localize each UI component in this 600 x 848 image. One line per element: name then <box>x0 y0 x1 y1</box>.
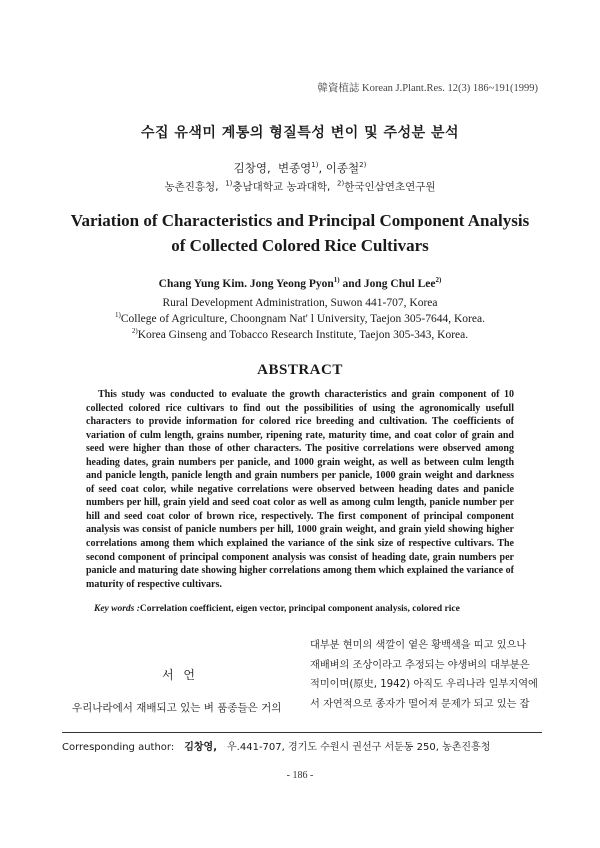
korean-author-3-sup: 2) <box>359 161 367 170</box>
abstract-body: This study was conducted to evaluate the growth characteristics and grain component of 10 collected colored rice cultivars to find out the possibilities of using the agronomically usefull characters to provide information for colored rice breeding and cultivation. The coefficients of variation of culm length, grains number, ripening rate, maturity time, and coat color of grain and seed were higher than those of other characters. The positive correlations were observed among heading dates, grain numbers per panicle, and 1000 grain weight, as well as between culm length and panicle length, panicle length and grain numbers per panicle, 1000 grain weight and darkness of seed coat color, while negative correlations were observed between heading dates and panicle numbers per hill, grain yield and seed coat color as well as among culm length, panicle number per hill and seed coat color of brown rice, respectively. The first component of principal component analysis was consist of panicle numbers per hill, 1000 grain weight, and grain yield showing higher correlations among them which explained the variance of the sink size of respective cultivars. The second component of principal component analysis was consist of heading date, grain numbers per panicle and maturing date showing higher correlations among them which explained the variance of maturity of respective cultivars. <box>86 389 514 590</box>
english-affil-2-sup: 1) <box>115 311 121 320</box>
korean-affiliations <box>0 179 600 194</box>
corresponding-address: 우.441-707, 경기도 수원시 권선구 서둔동 250, 농촌진흥청 <box>227 742 491 753</box>
corresponding-name: 김창영, <box>184 742 218 753</box>
keywords-label: Key words : <box>94 604 140 614</box>
corresponding-label: Corresponding author: <box>62 742 175 753</box>
english-author-sup2: 2) <box>435 276 442 285</box>
keywords-text: Correlation coefficient, eigen vector, principal component analysis, colored rice <box>139 604 460 614</box>
page-number: - 186 - <box>286 770 314 781</box>
section-heading-introduction: 서 언 <box>162 668 198 682</box>
english-author-sup1: 1) <box>333 276 340 285</box>
english-author-a1: Chang Yung Kim. Jong Yeong Pyon <box>158 278 334 290</box>
intro-right-line-3: 적미이며(原史, 1942) 아직도 우리나라 일부지역에 <box>310 679 538 691</box>
english-affil-3-text: Korea Ginseng and Tobacco Research Institute, Taejon 305-343, Korea. <box>137 329 469 341</box>
english-title <box>0 208 600 258</box>
english-title-line-1: Variation of Characteristics and Principal Component Analysis <box>70 211 530 230</box>
intro-right-line-2: 재배벼의 조상이라고 추정되는 야생벼의 대부분은 <box>310 659 530 671</box>
keywords <box>94 604 514 614</box>
korean-author-3: 이종철 <box>325 161 360 175</box>
english-affil-3 <box>0 327 600 343</box>
intro-right-column <box>310 636 550 715</box>
journal-citation: 韓資植誌 Korean J.Plant.Res. 12(3) 186~191(1999) <box>317 83 538 94</box>
intro-right-line-4: 서 자연적으로 종자가 떨어져 문제가 되고 있는 잡 <box>310 699 530 711</box>
korean-authors: 김창영, 변종영$^{1)}$, 이종철$^{2)}$ <box>233 161 367 175</box>
intro-right-line-1: 대부분 현미의 색깔이 옅은 황백색을 띠고 있으나 <box>310 640 527 651</box>
english-affil-3-sup: 2) <box>131 327 138 336</box>
korean-affil-2-sup: 1) <box>225 179 233 188</box>
korean-author-2: 변종영 <box>277 161 312 175</box>
english-affil-1-text: Rural Development Administration, Suwon 441-707, Korea <box>162 297 438 309</box>
korean-title: 수집 유색미 계통의 형질특성 변이 및 주성분 분석 <box>140 125 460 141</box>
english-author-a2: and Jong Chul Lee <box>339 278 436 290</box>
korean-author-1: 김창영, <box>233 161 271 175</box>
korean-affil-3-sup: 2) <box>337 179 345 188</box>
korean-affil-3: 한국인삼연초연구원 <box>344 181 436 193</box>
english-authors <box>0 278 600 290</box>
korean-affil-2: 충남대학교 농과대학, <box>232 181 331 193</box>
intro-left-column: 우리나라에서 재배되고 있는 벼 품종들은 거의 <box>72 702 282 714</box>
abstract-heading: ABSTRACT <box>257 362 343 378</box>
korean-affil-1: 농촌진흥청, <box>164 181 219 193</box>
korean-author-2-sup: 1) <box>311 161 319 170</box>
english-affil-1 <box>0 295 600 311</box>
footnote-divider <box>62 732 542 733</box>
english-affil-2 <box>0 311 600 327</box>
english-affiliations <box>0 295 600 343</box>
english-affil-2-text: College of Agriculture, Choongnam Nat' l University, Taejon 305-7644, Korea. <box>120 313 485 325</box>
english-title-line-2: of Collected Colored Rice Cultivars <box>171 236 429 255</box>
corresponding-author <box>62 738 562 753</box>
